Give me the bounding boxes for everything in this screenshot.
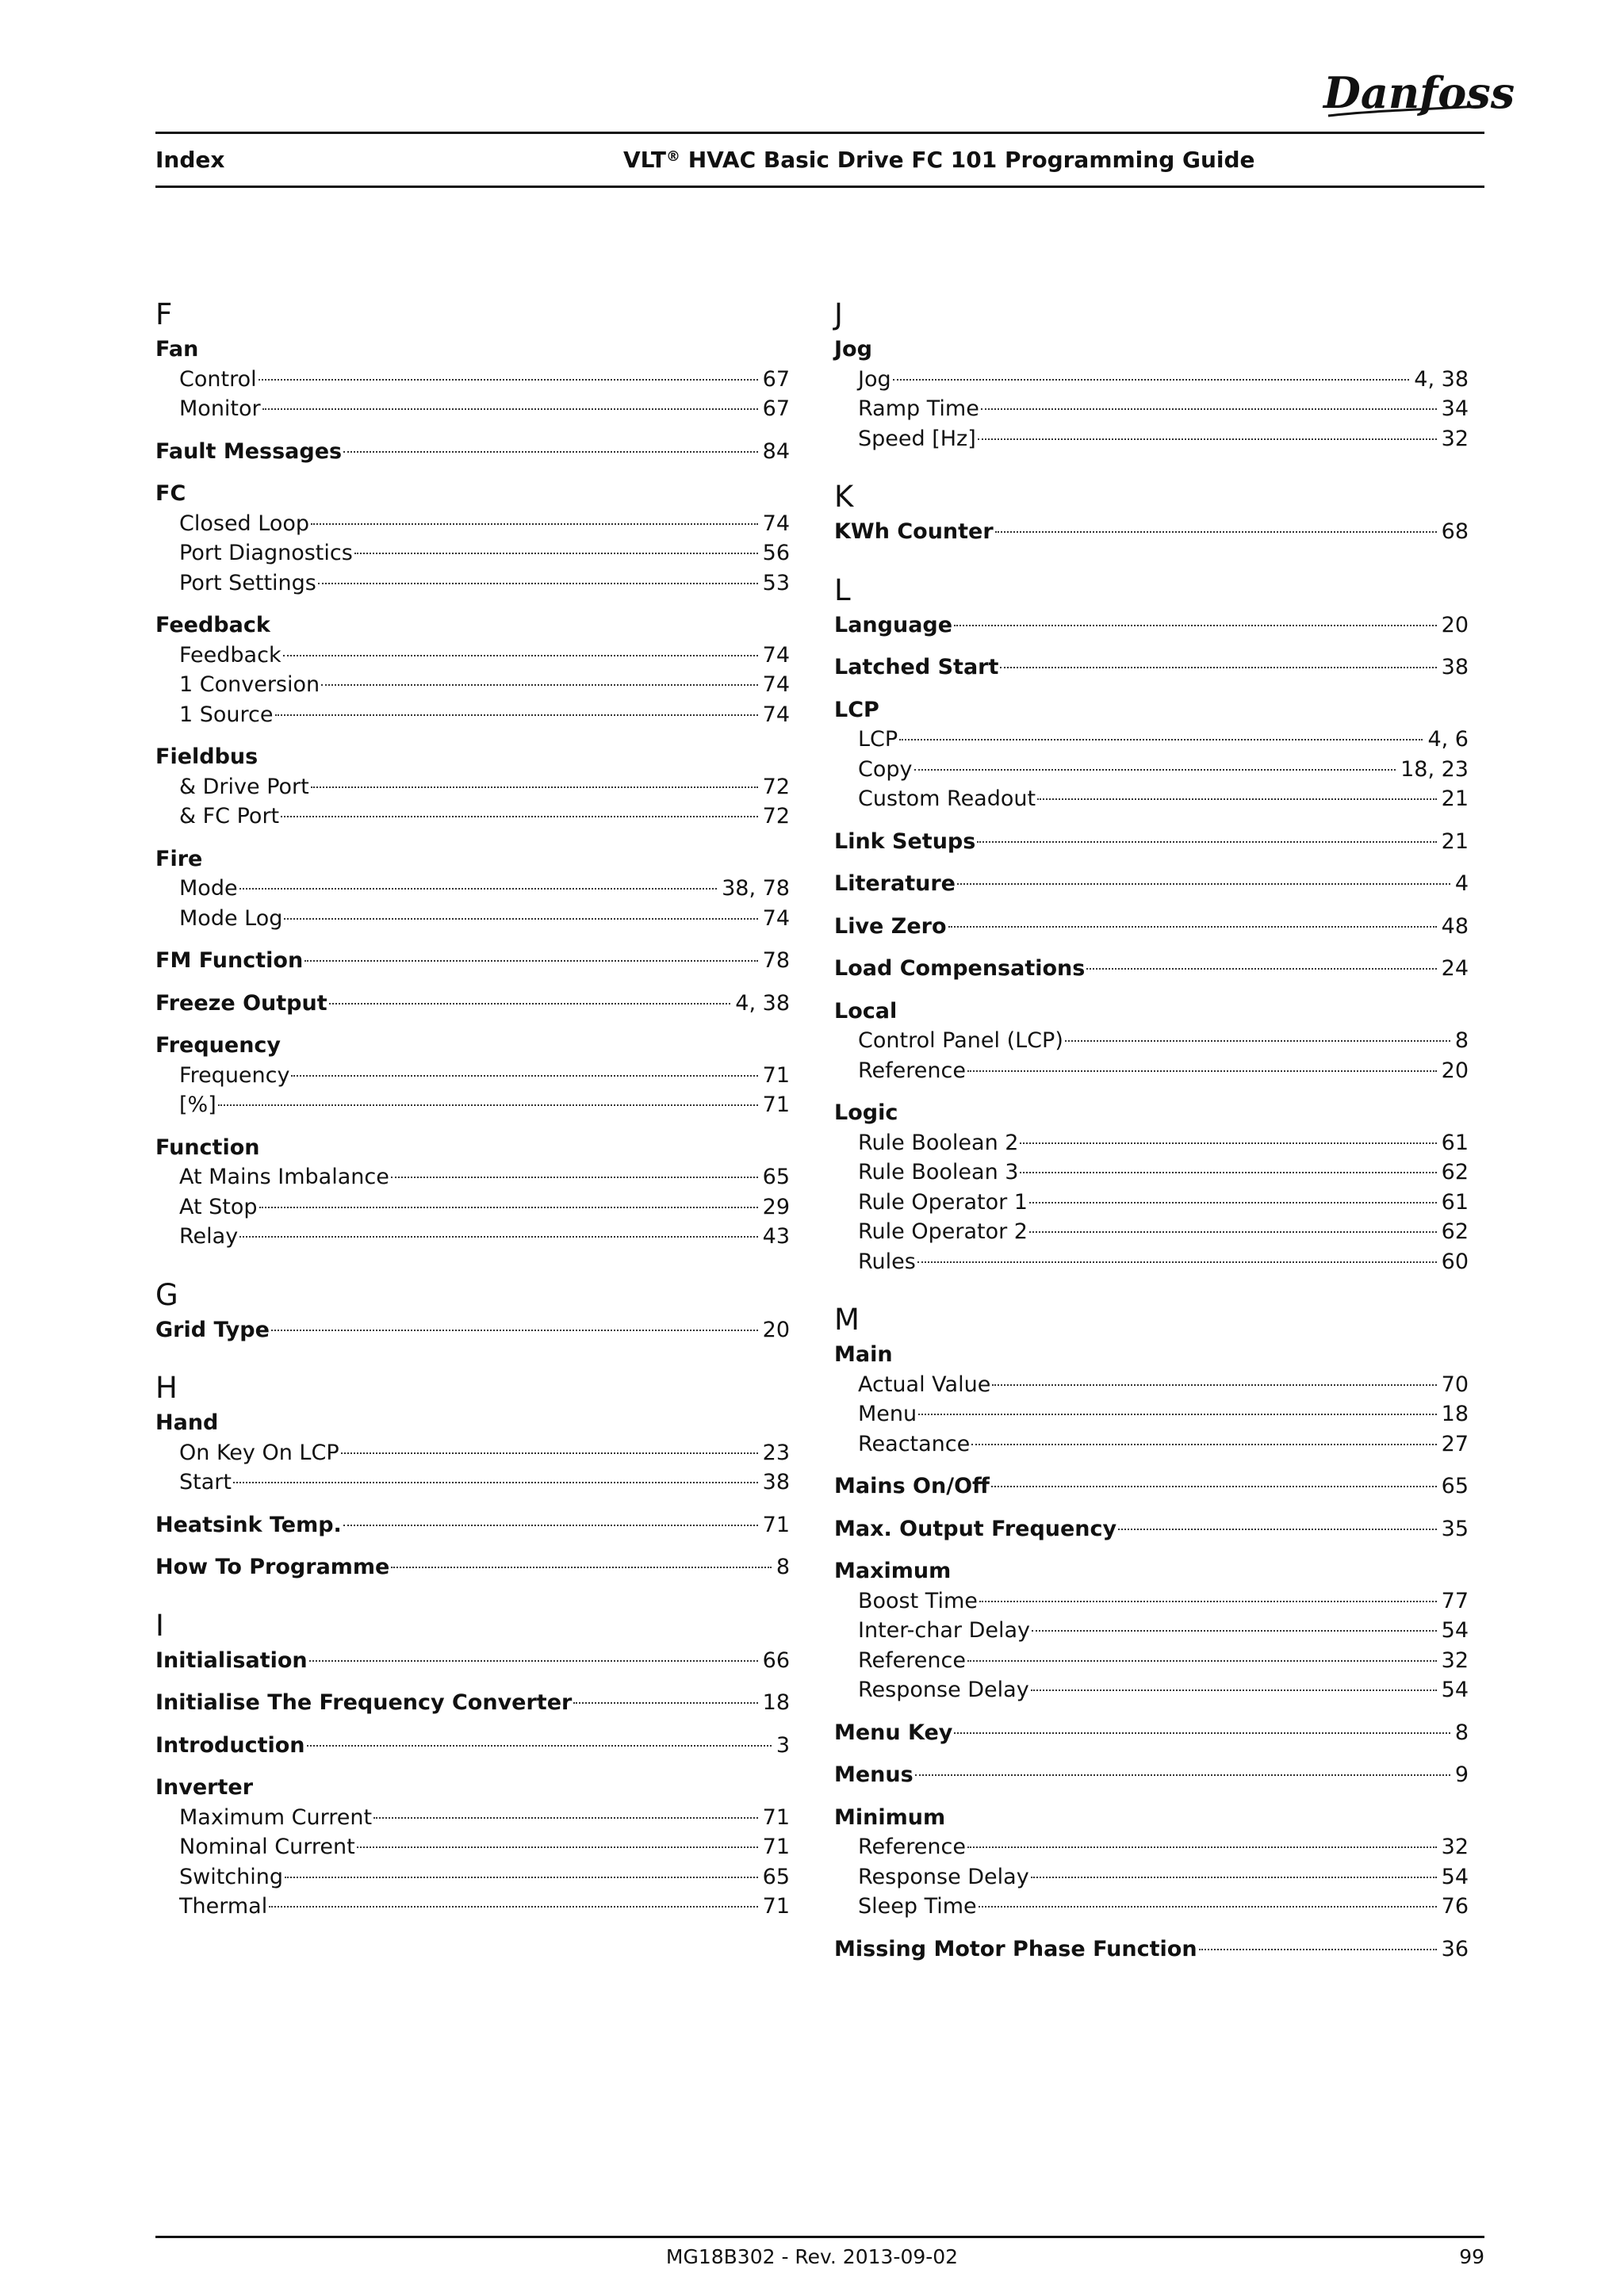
index-group-frequency <box>155 1031 790 1120</box>
index-entry: At Mains Imbalance 65 <box>155 1162 790 1192</box>
section-letter: L <box>834 572 851 607</box>
page-ref: 4, 38 <box>735 990 790 1016</box>
page-ref: 4, 6 <box>1427 727 1469 752</box>
page-ref: 65 <box>1441 1474 1469 1498</box>
index-heading: Main <box>834 1342 893 1367</box>
header-top-rule <box>155 132 1484 134</box>
index-group-hand <box>155 1408 790 1498</box>
index-entry: FM Function 78 <box>155 946 790 976</box>
index-entry: Switching 65 <box>155 1862 790 1892</box>
index-heading: Fan <box>155 337 199 362</box>
index-group-fault-messages <box>155 437 790 467</box>
index-group-load-compensations <box>834 954 1469 984</box>
index-entry: Menu 18 <box>834 1399 1469 1429</box>
index-entry: Rule Operator 1 61 <box>834 1188 1469 1218</box>
page-ref: 24 <box>1441 956 1469 981</box>
index-group-mains-on-off <box>834 1471 1469 1502</box>
index-entry: & Drive Port 72 <box>155 772 790 802</box>
brand-wordmark: Danfoss <box>1323 67 1515 118</box>
index-group-logic <box>834 1098 1469 1276</box>
page-ref: 29 <box>762 1194 790 1219</box>
index-entry: Reference 32 <box>834 1646 1469 1676</box>
page-ref: 67 <box>762 366 790 392</box>
header-document-title <box>623 146 1255 174</box>
index-entry: Mode 38, 78 <box>155 874 790 904</box>
index-section-h <box>155 1368 790 1582</box>
index-entry: Sleep Time 76 <box>834 1892 1469 1922</box>
page-ref: 71 <box>762 1804 790 1830</box>
page-ref: 54 <box>1441 1678 1469 1702</box>
index-entry: Speed [Hz] 32 <box>834 424 1469 454</box>
index-section-j <box>834 295 1469 453</box>
section-letter: M <box>834 1303 860 1337</box>
registered-mark: ® <box>665 148 680 165</box>
index-group-grid-type <box>155 1315 790 1345</box>
index-entry: Mode Log 74 <box>155 904 790 934</box>
page-ref: 18 <box>762 1690 790 1715</box>
index-entry: Actual Value 70 <box>834 1370 1469 1400</box>
page-ref: 36 <box>1441 1936 1469 1961</box>
page-ref: 62 <box>1441 1160 1469 1184</box>
index-group-missing-motor-phase <box>834 1934 1469 1965</box>
index-entry: At Stop 29 <box>155 1192 790 1223</box>
page-ref: 71 <box>762 1512 790 1537</box>
index-group-link-setups <box>834 827 1469 857</box>
page-ref: 66 <box>762 1647 790 1673</box>
page-ref: 71 <box>762 1894 790 1919</box>
header-bottom-rule <box>155 186 1484 188</box>
danfoss-logo-mark <box>1320 62 1515 125</box>
index-group-menu-key <box>834 1718 1469 1748</box>
index-entry: Heatsink Temp. 71 <box>155 1510 790 1540</box>
index-entry: Rules 60 <box>834 1247 1469 1277</box>
page-ref: 21 <box>1441 828 1469 854</box>
page-ref: 48 <box>1441 913 1469 939</box>
index-group-jog <box>834 335 1469 453</box>
index-entry: Latched Start 38 <box>834 652 1469 683</box>
danfoss-logo <box>1320 62 1515 125</box>
index-heading: Frequency <box>155 1033 282 1058</box>
index-group-maximum <box>834 1556 1469 1705</box>
index-entry: Nominal Current 71 <box>155 1832 790 1862</box>
index-entry: Response Delay 54 <box>834 1675 1469 1705</box>
page-ref: 71 <box>762 1093 790 1117</box>
page-ref: 68 <box>1441 519 1469 544</box>
index-entry: Menus 9 <box>834 1760 1469 1790</box>
index-heading: Fieldbus <box>155 744 259 769</box>
index-heading: Maximum <box>834 1559 952 1583</box>
index-entry: Rule Operator 2 62 <box>834 1217 1469 1247</box>
index-entry: Start 38 <box>155 1468 790 1498</box>
page-ref: 20 <box>1441 612 1469 637</box>
index-entry: Thermal 71 <box>155 1892 790 1922</box>
page-ref: 4 <box>1454 871 1469 896</box>
index-entry: LCP 4, 6 <box>834 725 1469 755</box>
page-ref: 9 <box>1454 1762 1469 1787</box>
section-letter: G <box>155 1277 178 1312</box>
title-rest: HVAC Basic Drive FC 101 Programming Guide <box>680 147 1255 173</box>
page-ref: 74 <box>762 905 790 931</box>
index-group-function <box>155 1133 790 1252</box>
page-ref: 8 <box>776 1555 790 1579</box>
page-ref: 54 <box>1441 1864 1469 1889</box>
index-section-f <box>155 295 790 1252</box>
index-entry: Introduction 3 <box>155 1731 790 1761</box>
page-ref: 62 <box>1441 1219 1469 1244</box>
index-group-introduction <box>155 1731 790 1761</box>
index-entry: Mains On/Off 65 <box>834 1471 1469 1502</box>
index-entry: Jog 4, 38 <box>834 365 1469 395</box>
page-ref: 32 <box>1441 1647 1469 1673</box>
index-entry: Live Zero 48 <box>834 912 1469 942</box>
section-letter: J <box>834 297 843 331</box>
section-letter: H <box>155 1371 178 1405</box>
page-ref: 77 <box>1441 1588 1469 1613</box>
index-entry: Grid Type 20 <box>155 1315 790 1345</box>
index-entry: KWh Counter 68 <box>834 517 1469 547</box>
page-ref: 38 <box>762 1470 790 1494</box>
index-group-main <box>834 1340 1469 1459</box>
page-ref: 56 <box>762 541 790 565</box>
index-group-heatsink-temp <box>155 1510 790 1540</box>
index-column-left <box>155 295 790 1946</box>
index-heading: Local <box>834 998 898 1024</box>
index-group-minimum <box>834 1803 1469 1922</box>
page-ref: 61 <box>1441 1189 1469 1215</box>
index-section-g <box>155 1276 790 1345</box>
index-entry: 1 Source 74 <box>155 700 790 730</box>
page-ref: 21 <box>1441 786 1469 811</box>
index-entry: Reference 20 <box>834 1056 1469 1086</box>
index-section-k <box>834 477 1469 547</box>
index-entry: Language 20 <box>834 610 1469 641</box>
index-entry: Link Setups 21 <box>834 827 1469 857</box>
index-entry: Custom Readout 21 <box>834 784 1469 814</box>
page-ref: 60 <box>1441 1249 1469 1274</box>
index-entry: Inter-char Delay 54 <box>834 1616 1469 1646</box>
index-group-menus <box>834 1760 1469 1790</box>
index-entry: Port Settings 53 <box>155 568 790 599</box>
index-entry: How To Programme 8 <box>155 1552 790 1582</box>
index-entry: Rule Boolean 2 61 <box>834 1128 1469 1158</box>
index-group-language <box>834 610 1469 641</box>
page-ref: 34 <box>1441 396 1469 421</box>
page-ref: 70 <box>1441 1372 1469 1397</box>
index-entry: Load Compensations 24 <box>834 954 1469 984</box>
index-entry: Port Diagnostics 56 <box>155 538 790 568</box>
footer-rule <box>155 2236 1484 2238</box>
section-letter: F <box>155 297 173 331</box>
page-ref: 84 <box>762 438 790 464</box>
index-entry: Freeze Output 4, 38 <box>155 989 790 1019</box>
page-ref: 27 <box>1441 1431 1469 1456</box>
index-heading: FC <box>155 481 186 506</box>
index-group-local <box>834 997 1469 1086</box>
index-group-freeze-output <box>155 989 790 1019</box>
index-group-initialise-fc <box>155 1688 790 1718</box>
section-letter: I <box>155 1608 164 1643</box>
index-section-l <box>834 571 1469 1277</box>
page-ref: 67 <box>762 396 790 421</box>
page-ref: 8 <box>1454 1720 1469 1745</box>
index-entry: Response Delay 54 <box>834 1862 1469 1892</box>
index-entry: Max. Output Frequency 35 <box>834 1514 1469 1544</box>
index-entry: Control Panel (LCP) 8 <box>834 1026 1469 1056</box>
index-group-max-output-frequency <box>834 1514 1469 1544</box>
page-ref: 54 <box>1441 1618 1469 1643</box>
index-heading: LCP <box>834 697 879 722</box>
section-letter: K <box>834 480 854 514</box>
page-ref: 78 <box>762 948 790 973</box>
page-ref: 35 <box>1441 1516 1469 1541</box>
page-ref: 43 <box>762 1224 790 1249</box>
page-ref: 18 <box>1441 1402 1469 1426</box>
page-ref: 74 <box>762 642 790 668</box>
page-ref: 18, 23 <box>1400 756 1469 782</box>
index-heading: Inverter <box>155 1775 254 1800</box>
index-entry: Literature 4 <box>834 869 1469 899</box>
index-entry: Fault Messages 84 <box>155 437 790 467</box>
index-group-kwh-counter <box>834 517 1469 547</box>
index-entry: Rule Boolean 3 62 <box>834 1158 1469 1188</box>
page-ref: 20 <box>1441 1058 1469 1083</box>
page-ref: 8 <box>1454 1028 1469 1053</box>
index-entry: Boost Time 77 <box>834 1586 1469 1617</box>
index-entry: Menu Key 8 <box>834 1718 1469 1748</box>
index-section-m <box>834 1300 1469 1964</box>
page-ref: 71 <box>762 1835 790 1859</box>
index-group-feedback <box>155 610 790 729</box>
index-heading: Function <box>155 1135 260 1160</box>
page-ref: 38 <box>1441 655 1469 679</box>
index-group-how-to-programme <box>155 1552 790 1582</box>
page-ref: 4, 38 <box>1414 366 1469 392</box>
index-entry: Maximum Current 71 <box>155 1803 790 1833</box>
page-ref: 3 <box>776 1732 790 1758</box>
index-entry: Missing Motor Phase Function 36 <box>834 1934 1469 1965</box>
header-section-label: Index <box>155 147 225 173</box>
index-group-lcp <box>834 695 1469 814</box>
page-ref: 74 <box>762 511 790 536</box>
footer-document-code: MG18B302 - Rev. 2013-09-02 <box>665 2245 959 2268</box>
index-group-fm-function <box>155 946 790 976</box>
index-heading: Fire <box>155 846 203 871</box>
index-entry: Relay 43 <box>155 1222 790 1252</box>
index-group-fan <box>155 335 790 424</box>
page-ref: 74 <box>762 702 790 727</box>
index-entry: Initialisation 66 <box>155 1646 790 1676</box>
page-ref: 53 <box>762 570 790 595</box>
index-entry: Copy 18, 23 <box>834 755 1469 785</box>
footer-page-number: 99 <box>1459 2245 1484 2268</box>
page-ref: 32 <box>1441 1835 1469 1859</box>
index-group-live-zero <box>834 912 1469 942</box>
index-entry: On Key On LCP 23 <box>155 1438 790 1468</box>
index-group-fire <box>155 844 790 934</box>
index-group-initialisation <box>155 1646 790 1676</box>
index-entry: Reference 32 <box>834 1832 1469 1862</box>
index-entry: Reactance 27 <box>834 1429 1469 1460</box>
index-heading: Feedback <box>155 613 270 637</box>
index-section-i <box>155 1606 790 1922</box>
page-ref: 72 <box>762 804 790 828</box>
page-ref: 38, 78 <box>722 876 790 901</box>
page-ref: 72 <box>762 774 790 799</box>
index-heading: Logic <box>834 1100 898 1125</box>
page-ref: 20 <box>762 1317 790 1342</box>
page-ref: 65 <box>762 1165 790 1189</box>
index-entry: Monitor 67 <box>155 394 790 424</box>
index-entry: Control 67 <box>155 365 790 395</box>
title-prefix: VLT <box>623 147 666 173</box>
index-heading: Hand <box>155 1410 219 1435</box>
page-ref: 61 <box>1441 1130 1469 1155</box>
index-group-fieldbus <box>155 742 790 832</box>
index-group-latched-start <box>834 652 1469 683</box>
index-entry: Ramp Time 34 <box>834 394 1469 424</box>
index-entry: Closed Loop 74 <box>155 509 790 539</box>
index-heading: Minimum <box>834 1804 946 1830</box>
index-entry: 1 Conversion 74 <box>155 670 790 700</box>
page-ref: 71 <box>762 1062 790 1088</box>
index-entry: Initialise The Frequency Converter 18 <box>155 1688 790 1718</box>
page-ref: 76 <box>1441 1894 1469 1919</box>
page-ref: 74 <box>762 672 790 697</box>
page-ref: 65 <box>762 1864 790 1889</box>
index-entry: [%] 71 <box>155 1090 790 1120</box>
index-heading: Jog <box>834 337 872 362</box>
page-ref: 32 <box>1441 426 1469 451</box>
index-group-literature <box>834 869 1469 899</box>
index-entry: & FC Port 72 <box>155 802 790 832</box>
index-entry: Feedback 74 <box>155 641 790 671</box>
index-group-fc <box>155 479 790 598</box>
index-column-right <box>834 295 1469 1988</box>
index-entry: Frequency 71 <box>155 1061 790 1091</box>
page-ref: 23 <box>762 1440 790 1465</box>
index-group-inverter <box>155 1773 790 1922</box>
